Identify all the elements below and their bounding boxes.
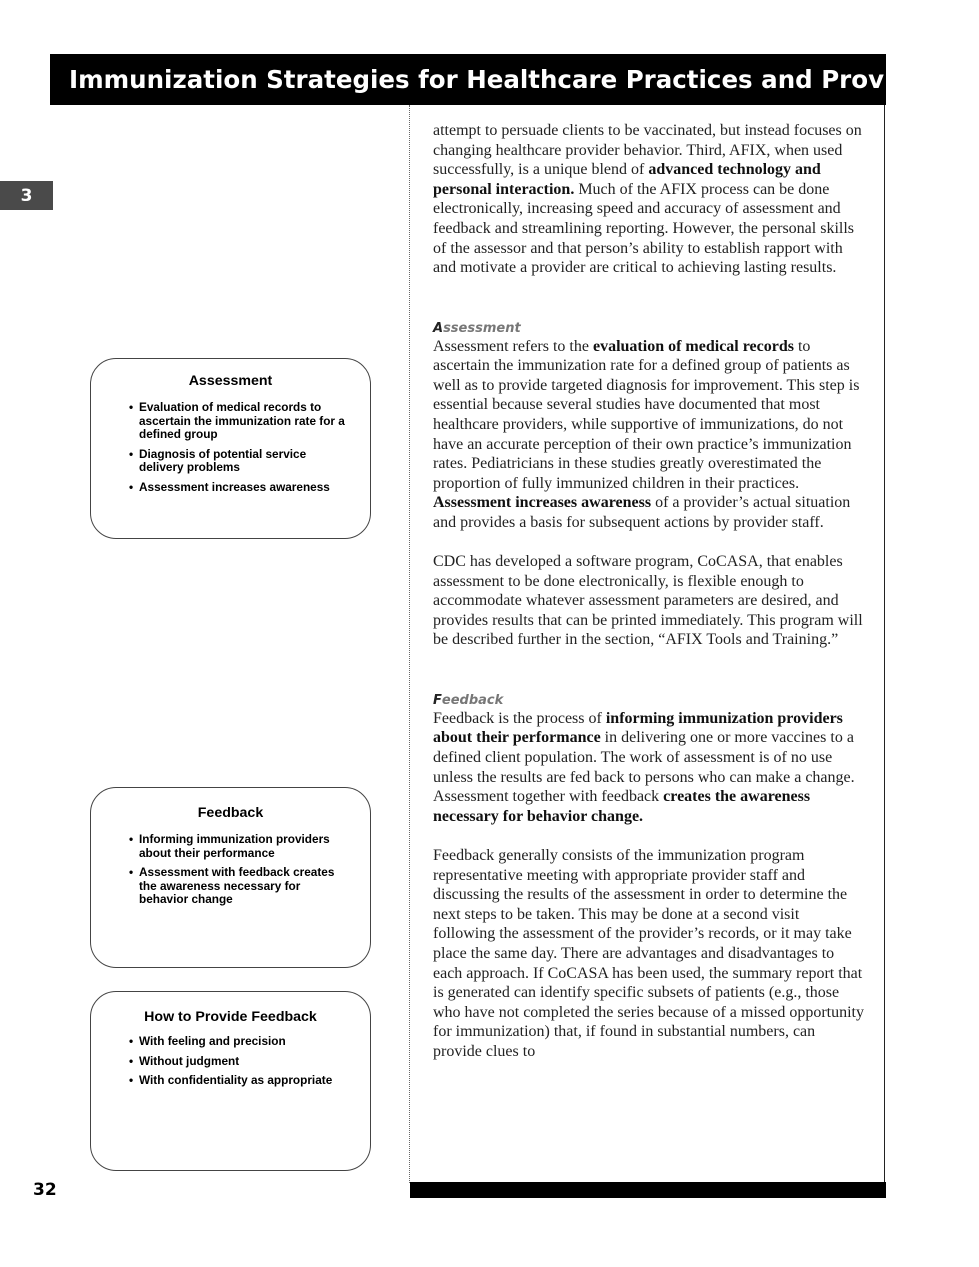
assessment-heading: A ssessment (433, 320, 521, 336)
footer-bar (410, 1182, 886, 1198)
assessment-paragraph-1: Assessment refers to the evaluation of medical records to ascertain the immunization rate for a defined group of patients as well as to provide targeted diagnosis for improvement. This step is essential because several studies have documented that most healthcare providers, while supportive of immunizations, do not have an accurate perception of their own practice’s immunization rates. Pediatricians in these studies greatly overestimated the proportion of fully immunized children in their practices. Assessment increases awareness of a provider’s actual situation and provides a basis for subsequent actions by provider staff. (433, 337, 860, 531)
list-item: • With feeling and precision (129, 1034, 286, 1048)
feedback-slide (90, 787, 371, 968)
assessment-paragraph-2: CDC has developed a software program, CoCASA, that enables assessment to be done electronically, is flexible enough to accommodate whatever assessment parameters are desired, and provides results that can be printed immediately. This program will be described further in the section, “AFIX Tools and Training.” (433, 553, 863, 649)
list-item: • With confidentiality as appropriate (129, 1073, 333, 1087)
slide-title: How to Provide Feedback (144, 1009, 317, 1025)
slide-title: Feedback (197, 805, 264, 821)
feedback-paragraph-2: Feedback generally consists of the immunization program representative meeting with appropriate provider staff and discussing the results of the assessment in order to determine the next steps to be taken. This may be done at a second visit following the assessment of the provider’s records, or it may take place the same day. There are advantages and disadvantages to each approach. If CoCASA has been used, the summary report that is generated can identify specific subsets of patients (e.g., those who have not completed the series because of a missed opportunity for immunization) that, if found in substantial numbers, can provide clues to (433, 846, 864, 1060)
bullet-icon: • (129, 1034, 134, 1048)
page-title: Immunization Strategies for Healthcare Practices and Providers (69, 65, 954, 94)
page-header (50, 54, 954, 105)
bullet-icon: • (129, 832, 134, 846)
bullet-icon: • (129, 1073, 134, 1087)
assessment-slide (90, 358, 371, 539)
intro-paragraph: attempt to persuade clients to be vaccinated, but instead focuses on changing healthcare provider behavior. Third, AFIX, when used successfully, is a unique blend of advanced technology and personal interaction. Much of the AFIX process can be done electronically, increasing speed and accuracy of assessment and feedback and streamlining reporting. However, the personal skills of the assessor and that person’s ability to establish rapport with and motivate a provider are critical to achieving lasting results. (433, 122, 862, 277)
bullet-icon: • (129, 400, 134, 414)
page-number: 32 (33, 1180, 57, 1200)
spacer (433, 650, 865, 689)
list-item: • Assessment with feedback creates the awareness necessary for behavior change (129, 865, 335, 906)
list-item: • Informing immunization providers about their performance (129, 832, 330, 860)
column-divider (409, 105, 410, 1183)
slide-list (129, 1035, 354, 1088)
feedback-heading: F eedback (433, 692, 504, 708)
slide-list (129, 401, 354, 494)
main-body-column (433, 121, 865, 1062)
chapter-tab: 3 (0, 181, 53, 210)
bullet-icon: • (129, 1053, 134, 1068)
how-to-provide-feedback-slide (90, 991, 371, 1171)
right-border-rule (884, 105, 885, 1183)
list-item: • Assessment increases awareness (129, 479, 330, 494)
bullet-icon: • (129, 865, 134, 879)
spacer (433, 278, 865, 317)
slide-list (129, 833, 340, 907)
bullet-icon: • (129, 479, 134, 494)
list-item: • Evaluation of medical records to ascertain the immunization rate for a defined group (129, 400, 345, 441)
list-item: • Without judgment (129, 1053, 240, 1068)
feedback-paragraph-1: Feedback is the process of informing immunization providers about their performance in delivering one or more vaccines to a defined client population. The work of assessment is of no use unless the results are fed back to persons who can make a change. Assessment together with feedback creates the awareness necessary for behavior change. (433, 709, 855, 825)
bullet-icon: • (129, 446, 134, 461)
slide-title: Assessment (188, 373, 273, 389)
list-item: • Diagnosis of potential service delivery problems (129, 446, 307, 474)
